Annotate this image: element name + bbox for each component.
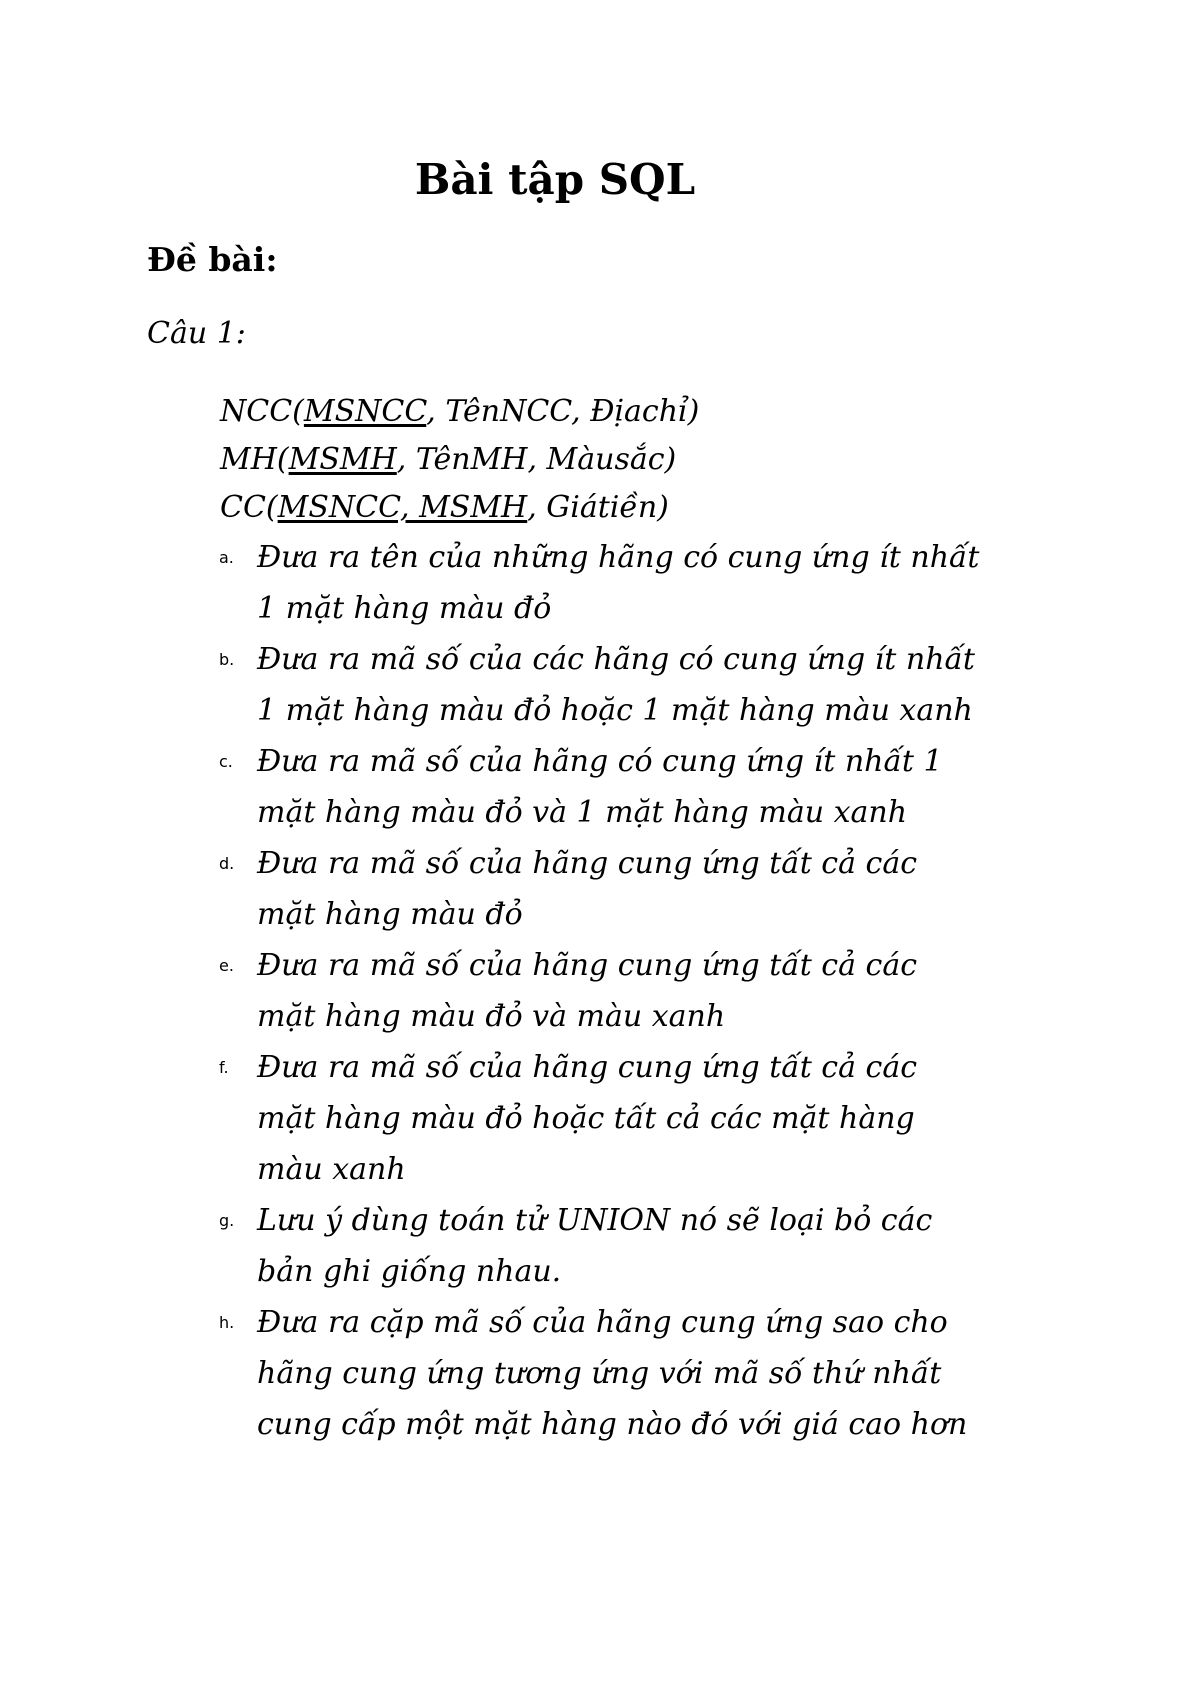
task-line: 1 mặt hàng màu đỏ — [257, 591, 552, 626]
task-line: Đưa ra tên của những hãng có cung ứng ít nhất — [257, 540, 980, 575]
list-marker: f. — [219, 1058, 229, 1077]
task-item-b — [219, 634, 1089, 736]
task-item-g — [219, 1195, 1089, 1297]
task-line: Đưa ra mã số của hãng cung ứng tất cả các — [257, 1050, 917, 1085]
schema-list — [220, 388, 699, 532]
list-marker: c. — [219, 752, 233, 771]
list-marker: h. — [219, 1313, 235, 1332]
task-line: Lưu ý dùng toán tử UNION nó sẽ loại bỏ các — [257, 1203, 933, 1238]
list-marker: d. — [219, 854, 235, 873]
task-line: mặt hàng màu đỏ và màu xanh — [257, 999, 726, 1034]
task-item-f — [219, 1042, 1089, 1195]
table-attributes: , TênNCC, Địachỉ) — [426, 394, 700, 429]
task-line: mặt hàng màu đỏ hoặc tất cả các mặt hàng — [257, 1101, 915, 1136]
task-line: Đưa ra mã số của các hãng có cung ứng ít nhất — [257, 642, 975, 677]
task-item-h — [219, 1297, 1089, 1450]
schema-row-mh — [220, 436, 699, 484]
task-line: hãng cung ứng tương ứng với mã số thứ nhất — [257, 1356, 942, 1391]
list-marker: e. — [219, 956, 234, 975]
paren-open: ( — [265, 490, 278, 525]
task-line: mặt hàng màu đỏ và 1 mặt hàng màu xanh — [257, 795, 908, 830]
paren-open: ( — [276, 442, 289, 477]
list-marker: b. — [219, 650, 235, 669]
task-line: bản ghi giống nhau. — [257, 1254, 562, 1289]
paren-open: ( — [292, 394, 304, 429]
task-line: 1 mặt hàng màu đỏ hoặc 1 mặt hàng màu xanh — [257, 693, 973, 728]
task-item-a — [219, 532, 1089, 634]
list-marker: g. — [219, 1211, 235, 1230]
task-line: mặt hàng màu đỏ — [257, 897, 523, 932]
task-item-c — [219, 736, 1089, 838]
task-list — [219, 532, 1089, 1450]
schema-row-cc — [220, 484, 699, 532]
table-name: MH — [220, 442, 277, 477]
task-line: cung cấp một mặt hàng nào đó với giá cao hơn — [257, 1407, 968, 1442]
list-marker: a. — [219, 548, 234, 567]
primary-key: MSNCC, MSMH — [277, 490, 528, 525]
table-attributes: , TênMH, Màusắc) — [396, 442, 677, 477]
task-line: Đưa ra cặp mã số của hãng cung ứng sao cho — [257, 1305, 948, 1340]
table-name: NCC — [220, 394, 293, 429]
task-item-e — [219, 940, 1089, 1042]
document-title: Bài tập SQL — [414, 155, 696, 204]
section-heading: Đề bài: — [147, 240, 278, 279]
task-line: Đưa ra mã số của hãng cung ứng tất cả các — [257, 948, 917, 983]
task-line: Đưa ra mã số của hãng có cung ứng ít nhất 1 — [257, 744, 943, 779]
primary-key: MSNCC — [303, 394, 427, 429]
task-line: Đưa ra mã số của hãng cung ứng tất cả các — [257, 846, 917, 881]
schema-row-ncc — [220, 388, 699, 436]
question-label: Câu 1: — [147, 316, 246, 351]
table-attributes: , Giátiền) — [527, 490, 669, 525]
task-line: màu xanh — [257, 1152, 406, 1187]
task-item-d — [219, 838, 1089, 940]
table-name: CC — [220, 490, 266, 525]
primary-key: MSMH — [288, 442, 397, 477]
